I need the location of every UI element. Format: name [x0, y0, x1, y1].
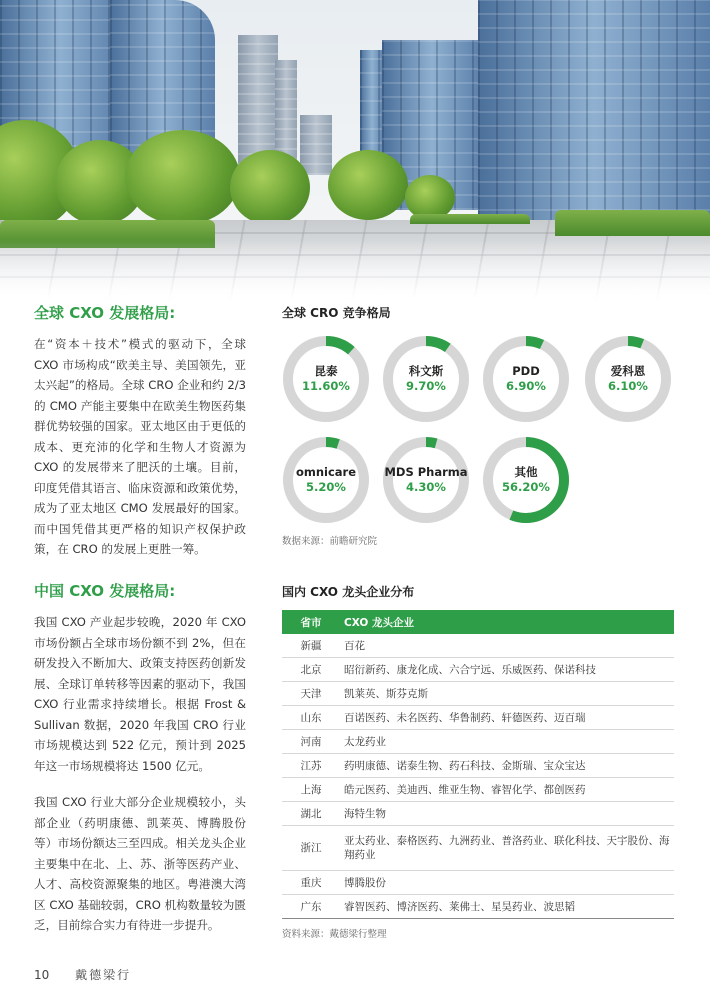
cxo-leaders-table: [282, 610, 674, 919]
donut-value: 5.20%: [306, 480, 346, 494]
cro-source: 数据来源：前瞻研究院: [282, 536, 378, 547]
table-row: [282, 682, 674, 706]
header-companies: CXO 龙头企业: [340, 610, 674, 634]
cro-donut: [282, 436, 370, 524]
donut-name: 昆泰: [314, 364, 338, 378]
donut-value: 56.20%: [502, 480, 550, 494]
province-cell: 江苏: [282, 754, 340, 778]
donut-name: 其他: [514, 465, 538, 479]
table-row: [282, 778, 674, 802]
cro-donut: [584, 335, 672, 423]
cro-donut: [382, 335, 470, 423]
companies-cell: 百诺医药、未名医药、华鲁制药、轩德医药、迈百瑞: [340, 706, 674, 730]
donut-name: 爱科恩: [610, 364, 646, 378]
donut-value: 9.70%: [406, 379, 446, 393]
province-cell: 广东: [282, 895, 340, 919]
donut-name: PDD: [512, 364, 540, 378]
donut-name: MDS Pharma: [384, 465, 468, 479]
header-province: 省市: [282, 610, 340, 634]
province-cell: 湖北: [282, 802, 340, 826]
table-header-row: [282, 610, 674, 634]
province-cell: 重庆: [282, 871, 340, 895]
section2-paragraph-1: 我国 CXO 产业起步较晚，2020 年 CXO 市场份额占全球市场份额不到 2%，但在研发投入不断加大、政策支持医药创新发展、全球订单转移等因素的驱动下，我国 CXO 行业需求持续增长。根据 Frost & Sullivan 数据，2020 年我国 CRO 行业市场规模达到 522 亿元，预计到 2025 年这一市场规模将达 1500 亿元。: [34, 615, 246, 773]
donut-value: 6.90%: [506, 379, 546, 393]
province-cell: 新疆: [282, 634, 340, 658]
cro-donut: [482, 436, 570, 524]
table-row: [282, 706, 674, 730]
cro-chart-title: 全球 CRO 竞争格局: [282, 306, 391, 320]
table-row: [282, 754, 674, 778]
companies-cell: 药明康德、诺泰生物、药石科技、金斯瑞、宝众宝达: [340, 754, 674, 778]
page-footer: [34, 966, 131, 983]
section2-body: [34, 612, 246, 952]
companies-cell: 海特生物: [340, 802, 674, 826]
table-row: [282, 658, 674, 682]
table-row: [282, 634, 674, 658]
cro-donut: [282, 335, 370, 423]
donut-value: 6.10%: [608, 379, 648, 393]
section2-title: 中国 CXO 发展格局:: [34, 582, 176, 600]
companies-cell: 凯莱英、斯芬克斯: [340, 682, 674, 706]
table-row: [282, 826, 674, 871]
table-title: 国内 CXO 龙头企业分布: [282, 585, 415, 599]
donut-value: 4.30%: [406, 480, 446, 494]
province-cell: 山东: [282, 706, 340, 730]
province-cell: 上海: [282, 778, 340, 802]
companies-cell: 博腾股份: [340, 871, 674, 895]
province-cell: 北京: [282, 658, 340, 682]
companies-cell: 亚太药业、泰格医药、九洲药业、普洛药业、联化科技、天宇股份、海翔药业: [340, 826, 674, 871]
footer-brand: 戴德梁行: [75, 968, 132, 982]
table-row: [282, 895, 674, 919]
cro-donut: [382, 436, 470, 524]
section1-title: 全球 CXO 发展格局:: [34, 304, 176, 322]
province-cell: 河南: [282, 730, 340, 754]
province-cell: 浙江: [282, 826, 340, 871]
table-row: [282, 730, 674, 754]
table-source: 资料来源：戴德梁行整理: [282, 929, 387, 940]
companies-cell: 睿智医药、博济医药、莱佛士、星昊药业、波思韬: [340, 895, 674, 919]
page-number: 10: [34, 968, 50, 982]
cro-donut: [482, 335, 570, 423]
hero-photo: [0, 0, 710, 300]
table-row: [282, 802, 674, 826]
companies-cell: 昭衍新药、康龙化成、六合宁远、乐威医药、保诺科技: [340, 658, 674, 682]
companies-cell: 百花: [340, 634, 674, 658]
donut-value: 11.60%: [302, 379, 350, 393]
section1-paragraph: 在“资本＋技术”模式的驱动下，全球 CXO 市场构成“欧美主导、美国领先，亚太兴起”的格局。全球 CRO 企业和约 2/3 的 CMO 产能主要集中在欧美生物医药集群优势较强的国家。亚太地区由于更低的成本、更充沛的化学和生物人才资源为 CXO 的发展带来了肥沃的土壤。目前，印度凭借其语言、临床资源和政策优势，成为了亚太地区 CMO 发展最好的国家。而中国凭借其更严格的知识产权保护政策，在 CRO 的发展上更胜一筹。: [34, 337, 246, 556]
donut-name: omnicare: [295, 465, 357, 479]
section1-body: [34, 334, 246, 576]
province-cell: 天津: [282, 682, 340, 706]
companies-cell: 太龙药业: [340, 730, 674, 754]
table-row: [282, 871, 674, 895]
section2-paragraph-2: 我国 CXO 行业大部分企业规模较小，头部企业（药明康德、凯莱英、博腾股份等）市场份额达三至四成。相关龙头企业主要集中在北、上、苏、浙等医药产业、人才、高校资源聚集的地区。粤港澳大湾区 CXO 基础较弱，CRO 机构数量较为匮乏，目前综合实力有待进一步提升。: [34, 795, 246, 932]
donut-name: 科文斯: [408, 364, 444, 378]
companies-cell: 皓元医药、美迪西、维亚生物、睿智化学、都创医药: [340, 778, 674, 802]
